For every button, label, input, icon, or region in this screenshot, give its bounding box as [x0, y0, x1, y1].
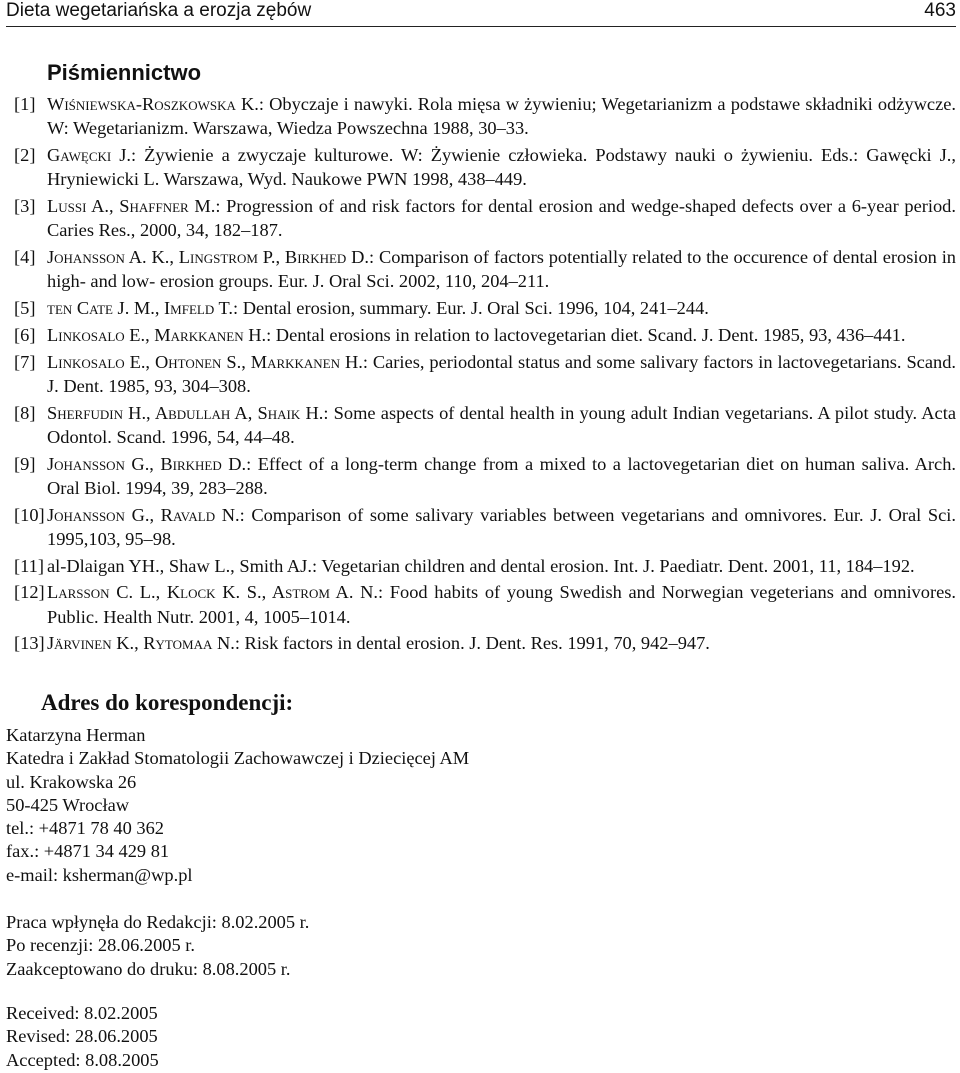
reference-number: [7]: [14, 351, 36, 372]
reference-details: : Progression of and risk factors for dental erosion and wedge-shaped defects over a 6-year period. Caries Res., 2000, 34, 182–187.: [47, 196, 956, 241]
reference-text: [47, 143, 956, 191]
revised-date: Revised: 28.06.2005: [6, 1026, 158, 1047]
reference-details: : Effect of a long-term change from a mixed to a lactovegetarian diet on human saliva. Arch. Oral Biol. 1994, 39, 283–288.: [47, 453, 956, 498]
correspondence-address: [6, 724, 469, 887]
reference-text: [47, 452, 956, 500]
reference-authors: Linkosalo E., Markkanen H.: [47, 324, 267, 345]
reference-number: [1]: [14, 94, 36, 114]
reference-item: [14, 92, 956, 140]
contact-phone: tel.: +4871 78 40 362: [6, 818, 164, 839]
references-heading: Piśmiennictwo: [47, 60, 202, 85]
reference-item: [14, 452, 956, 500]
reference-details: : Dental erosions in relation to lactovegetarian diet. Scand. J. Dent. 1985, 93, 436–441.: [266, 324, 906, 345]
reference-details: : Żywienie a zwyczaje kulturowe. W: Żywienie człowieka. Podstawy nauki o żywieniu. Eds.: Gawęcki J., Hryniewicki L. Warszawa, Wyd. Naukowe PWN 1998, 438–449.: [47, 145, 956, 190]
reference-number: [8]: [14, 402, 36, 423]
reference-number: [5]: [14, 298, 36, 318]
contact-city: 50-425 Wrocław: [6, 794, 130, 815]
received-date: Received: 8.02.2005: [6, 1003, 158, 1023]
reference-details: : Caries, periodontal status and some salivary factors in lactovegetarians. Scand. J. Dent. 1985, 93, 304–308.: [47, 351, 956, 396]
reference-text: [47, 296, 956, 320]
contact-street: ul. Krakowska 26: [6, 771, 137, 792]
submission-dates-polish: [6, 911, 309, 981]
reference-item: [14, 554, 956, 578]
accepted-date-pl: Zaakceptowano do druku: 8.08.2005 r.: [6, 958, 291, 979]
received-date-pl: Praca wpłynęła do Redakcji: 8.02.2005 r.: [6, 912, 310, 932]
reference-number: [3]: [14, 196, 36, 216]
correspondence-heading: Adres do korespondencji:: [41, 690, 294, 715]
contact-department: Katedra i Zakład Stomatologii Zachowawczej i Dziecięcej AM: [6, 748, 470, 769]
reference-text: [47, 350, 956, 398]
reference-authors: Johansson G., Ravald N.: [47, 504, 240, 525]
reference-number: [2]: [14, 145, 36, 165]
reference-details: al-Dlaigan YH., Shaw L., Smith AJ.: Vegetarian children and dental erosion. Int. J. Paediatr. Dent. 2001, 11, 184–192.: [47, 555, 915, 576]
reference-item: [14, 194, 956, 242]
reference-authors: Larsson C. L., Klock K. S., Astrom A. N.: [47, 582, 378, 603]
accepted-date: Accepted: 8.08.2005: [6, 1049, 159, 1070]
reference-item: [14, 296, 956, 320]
reference-details: : Comparison of factors potentially related to the occurence of dental erosion in high- and low- erosion groups. Eur. J. Oral Sci. 2002, 110, 204–211.: [47, 247, 956, 292]
reference-item: [14, 350, 956, 398]
contact-name: Katarzyna Herman: [6, 725, 146, 745]
reference-number: [6]: [14, 324, 36, 345]
reference-authors: Wiśniewska-Roszkowska K.: [47, 94, 259, 114]
reference-number: [13]: [14, 633, 45, 654]
reference-item: [14, 323, 956, 347]
reference-item: [14, 401, 956, 449]
reference-item: [14, 631, 956, 655]
reference-number: [10]: [14, 504, 45, 525]
running-title: Dieta wegetariańska a erozja zębów: [6, 0, 312, 21]
reference-number: [12]: [14, 582, 45, 603]
reference-details: : Comparison of some salivary variables between vegetarians and omnivores. Eur. J. Oral Sci. 1995,103, 95–98.: [47, 504, 956, 549]
reference-authors: ten Cate J. M., Imfeld T.: [47, 298, 233, 318]
reference-item: [14, 143, 956, 191]
revised-date-pl: Po recenzji: 28.06.2005 r.: [6, 935, 195, 956]
submission-dates-english: [6, 1002, 159, 1072]
reference-text: [47, 631, 956, 655]
reference-text: [47, 401, 956, 449]
reference-list: [14, 92, 956, 658]
contact-fax: fax.: +4871 34 429 81: [6, 841, 170, 862]
reference-authors: Johansson G., Birkhed D.: [47, 453, 247, 474]
reference-text: [47, 92, 956, 140]
reference-text: [47, 245, 956, 293]
reference-details: : Some aspects of dental health in young adult Indian vegetarians. A pilot study. Acta Odontol. Scand. 1996, 54, 44–48.: [47, 402, 956, 447]
reference-item: [14, 503, 956, 551]
reference-text: [47, 194, 956, 242]
reference-authors: Sherfudin H., Abdullah A, Shaik H.: [47, 402, 324, 423]
reference-number: [11]: [14, 555, 44, 576]
reference-item: [14, 245, 956, 293]
reference-authors: Lussi A., Shaffner M.: [47, 196, 216, 216]
running-header: [6, 0, 956, 27]
reference-authors: Linkosalo E., Ohtonen S., Markkanen H.: [47, 351, 363, 372]
reference-text: [47, 580, 956, 628]
reference-number: [4]: [14, 247, 36, 267]
reference-text: [47, 323, 956, 347]
reference-item: [14, 580, 956, 628]
reference-details: : Obyczaje i nawyki. Rola mięsa w żywieniu; Wegetarianizm a podstawe składniki odżywcze. W: Wegetarianizm. Warszawa, Wiedza Powszechna 1988, 30–33.: [47, 94, 956, 139]
reference-number: [9]: [14, 453, 36, 474]
reference-details: : Food habits of young Swedish and Norwegian vegeterians and omnivores. Public. Health Nutr. 2001, 4, 1005–1014.: [47, 582, 956, 627]
reference-text: [47, 503, 956, 551]
page-number: 463: [924, 0, 956, 21]
reference-authors: Gawęcki J.: [47, 145, 131, 165]
reference-text: [47, 554, 956, 578]
reference-details: : Risk factors in dental erosion. J. Dent. Res. 1991, 70, 942–947.: [234, 633, 710, 654]
reference-authors: Järvinen K., Rytomaa N.: [47, 633, 235, 654]
reference-authors: Johansson A. K., Lingstrom P., Birkhed D.: [47, 247, 370, 267]
reference-details: : Dental erosion, summary. Eur. J. Oral Sci. 1996, 104, 241–244.: [232, 298, 709, 318]
contact-email: e-mail: ksherman@wp.pl: [6, 864, 193, 885]
